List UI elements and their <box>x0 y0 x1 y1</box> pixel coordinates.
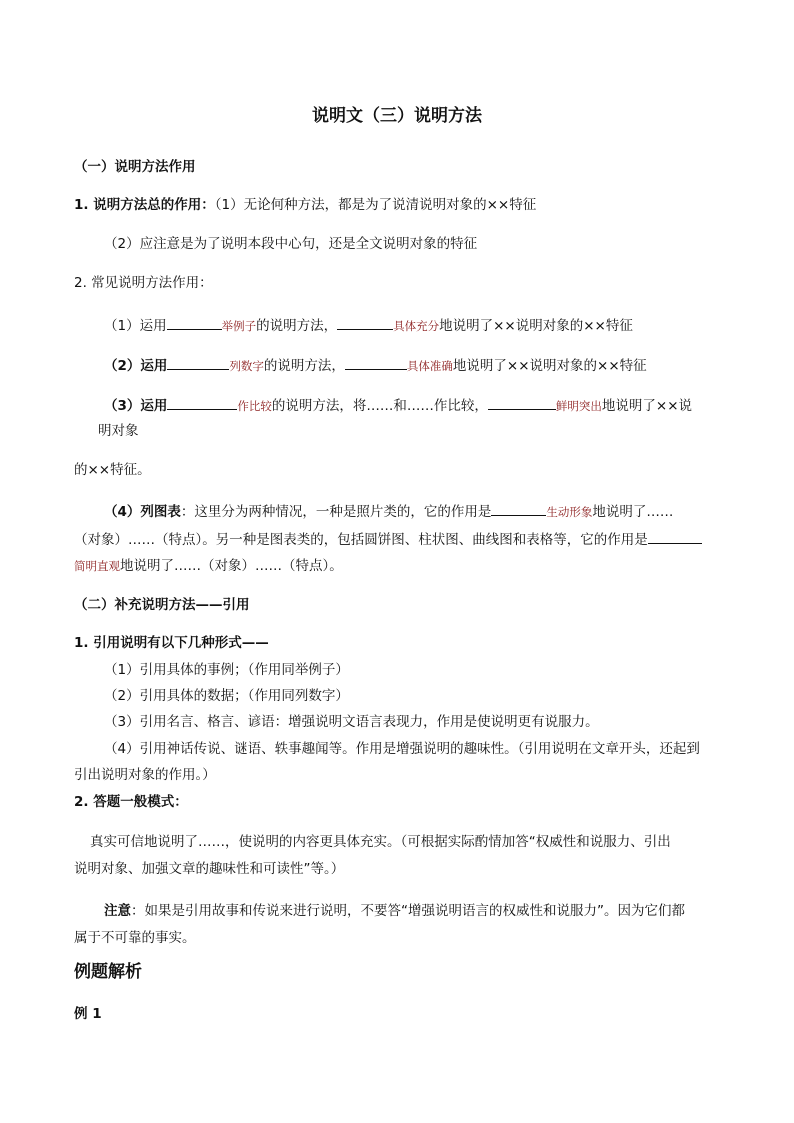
paragraph-2-label: 2. 常见说明方法作用： <box>74 275 213 291</box>
paragraph-1 <box>74 195 536 215</box>
method-row-4-text: 地说明了……（对象）……（特点）。 <box>120 558 343 574</box>
method-row-3-continued: 明对象 <box>98 423 139 439</box>
method-row-4-text: （对象）……（特点）。另一种是图表类的，包括圆饼图、柱状图、曲线图和表格等，它的作用是 <box>74 532 648 548</box>
method-row-4-text: ：这里分为两种情况，一种是照片类的，它的作用是 <box>180 504 492 520</box>
method-row-2-post: 地说明了××说明对象的××特征 <box>452 358 647 374</box>
answer-text: 列数字 <box>229 359 264 373</box>
method-row-3-pre: （3）运用 <box>104 398 168 414</box>
answer-text: 生动形象 <box>546 505 593 519</box>
note-text: ：如果是引用故事和传说来进行说明，不要答“增强说明语言的权威性和说服力”。因为它们都 <box>131 903 685 919</box>
method-row-3-post: 地说明了××说 <box>601 398 693 414</box>
answer-text: 具体准确 <box>406 359 453 373</box>
note-label: 注意 <box>104 903 131 919</box>
answer-blank <box>167 394 237 410</box>
quote-form-item: （1）引用具体的事例；（作用同举例子） <box>104 662 349 678</box>
section-heading-1: （一）说明方法作用 <box>74 159 196 175</box>
answer-pattern-label: 2. 答题一般模式： <box>74 794 188 810</box>
method-row-4 <box>104 500 673 522</box>
answer-pattern-text: 真实可信地说明了……，使说明的内容更具体充实。（可根据实际酌情加答“权威性和说服力、引出 <box>90 834 671 850</box>
answer-text: 作比较 <box>237 399 272 413</box>
answer-blank <box>491 500 546 516</box>
examples-heading: 例题解析 <box>74 962 142 982</box>
answer-pattern-text-continued: 说明对象、加强文章的趣味性和可读性”等。） <box>74 861 345 877</box>
answer-blank <box>337 314 393 330</box>
method-row-1 <box>104 314 633 336</box>
method-row-1-pre: （1）运用 <box>104 318 167 334</box>
answer-text: 鲜明突出 <box>555 399 602 413</box>
quote-form-item-continued: 引出说明对象的作用。） <box>74 767 216 783</box>
section-heading-2: （二）补充说明方法——引用 <box>74 597 250 613</box>
paragraph-1b: （2）应注意是为了说明本段中心句，还是全文说明对象的特征 <box>104 236 478 252</box>
method-row-4-line-2 <box>74 528 702 550</box>
answer-blank <box>648 528 702 544</box>
method-row-3-mid: 的说明方法，将……和……作比较， <box>271 398 488 414</box>
method-row-4-text: 地说明了…… <box>592 504 674 520</box>
answer-blank <box>488 394 556 410</box>
example-1-label: 例 1 <box>74 1006 102 1022</box>
method-row-1-mid: 的说明方法， <box>256 318 338 334</box>
answer-blank <box>167 314 222 330</box>
answer-blank <box>345 354 407 370</box>
page-title: 说明文（三）说明方法 <box>312 106 482 126</box>
method-row-4-label: （4）列图表 <box>104 504 181 520</box>
method-row-4-line-3 <box>74 556 343 576</box>
answer-text: 举例子 <box>221 319 257 333</box>
paragraph-1-label: 1. 说明方法总的作用： <box>74 197 215 213</box>
note-paragraph <box>104 901 685 921</box>
method-row-2 <box>104 354 647 376</box>
answer-blank <box>167 354 229 370</box>
quote-forms-label: 1. 引用说明有以下几种形式—— <box>74 635 269 651</box>
method-row-3-continued-2: 的××特征。 <box>74 462 151 478</box>
quote-form-item: （2）引用具体的数据；（作用同列数字） <box>104 688 349 704</box>
answer-text: 具体充分 <box>393 319 440 333</box>
paragraph-1-text: （1）无论何种方法，都是为了说清说明对象的××特征 <box>214 197 537 213</box>
quote-form-item: （4）引用神话传说、谜语、轶事趣闻等。作用是增强说明的趣味性。（引用说明在文章开头，还起到 <box>104 741 700 757</box>
note-text-continued: 属于不可靠的事实。 <box>74 930 196 946</box>
answer-text: 简明直观 <box>74 559 120 573</box>
method-row-3 <box>104 394 692 416</box>
method-row-2-mid: 的说明方法， <box>263 358 345 374</box>
method-row-1-post: 地说明了××说明对象的××特征 <box>439 318 633 334</box>
method-row-2-pre: （2）运用 <box>104 358 168 374</box>
quote-form-item: （3）引用名言、格言、谚语：增强说明文语言表现力，作用是使说明更有说服力。 <box>104 714 599 730</box>
